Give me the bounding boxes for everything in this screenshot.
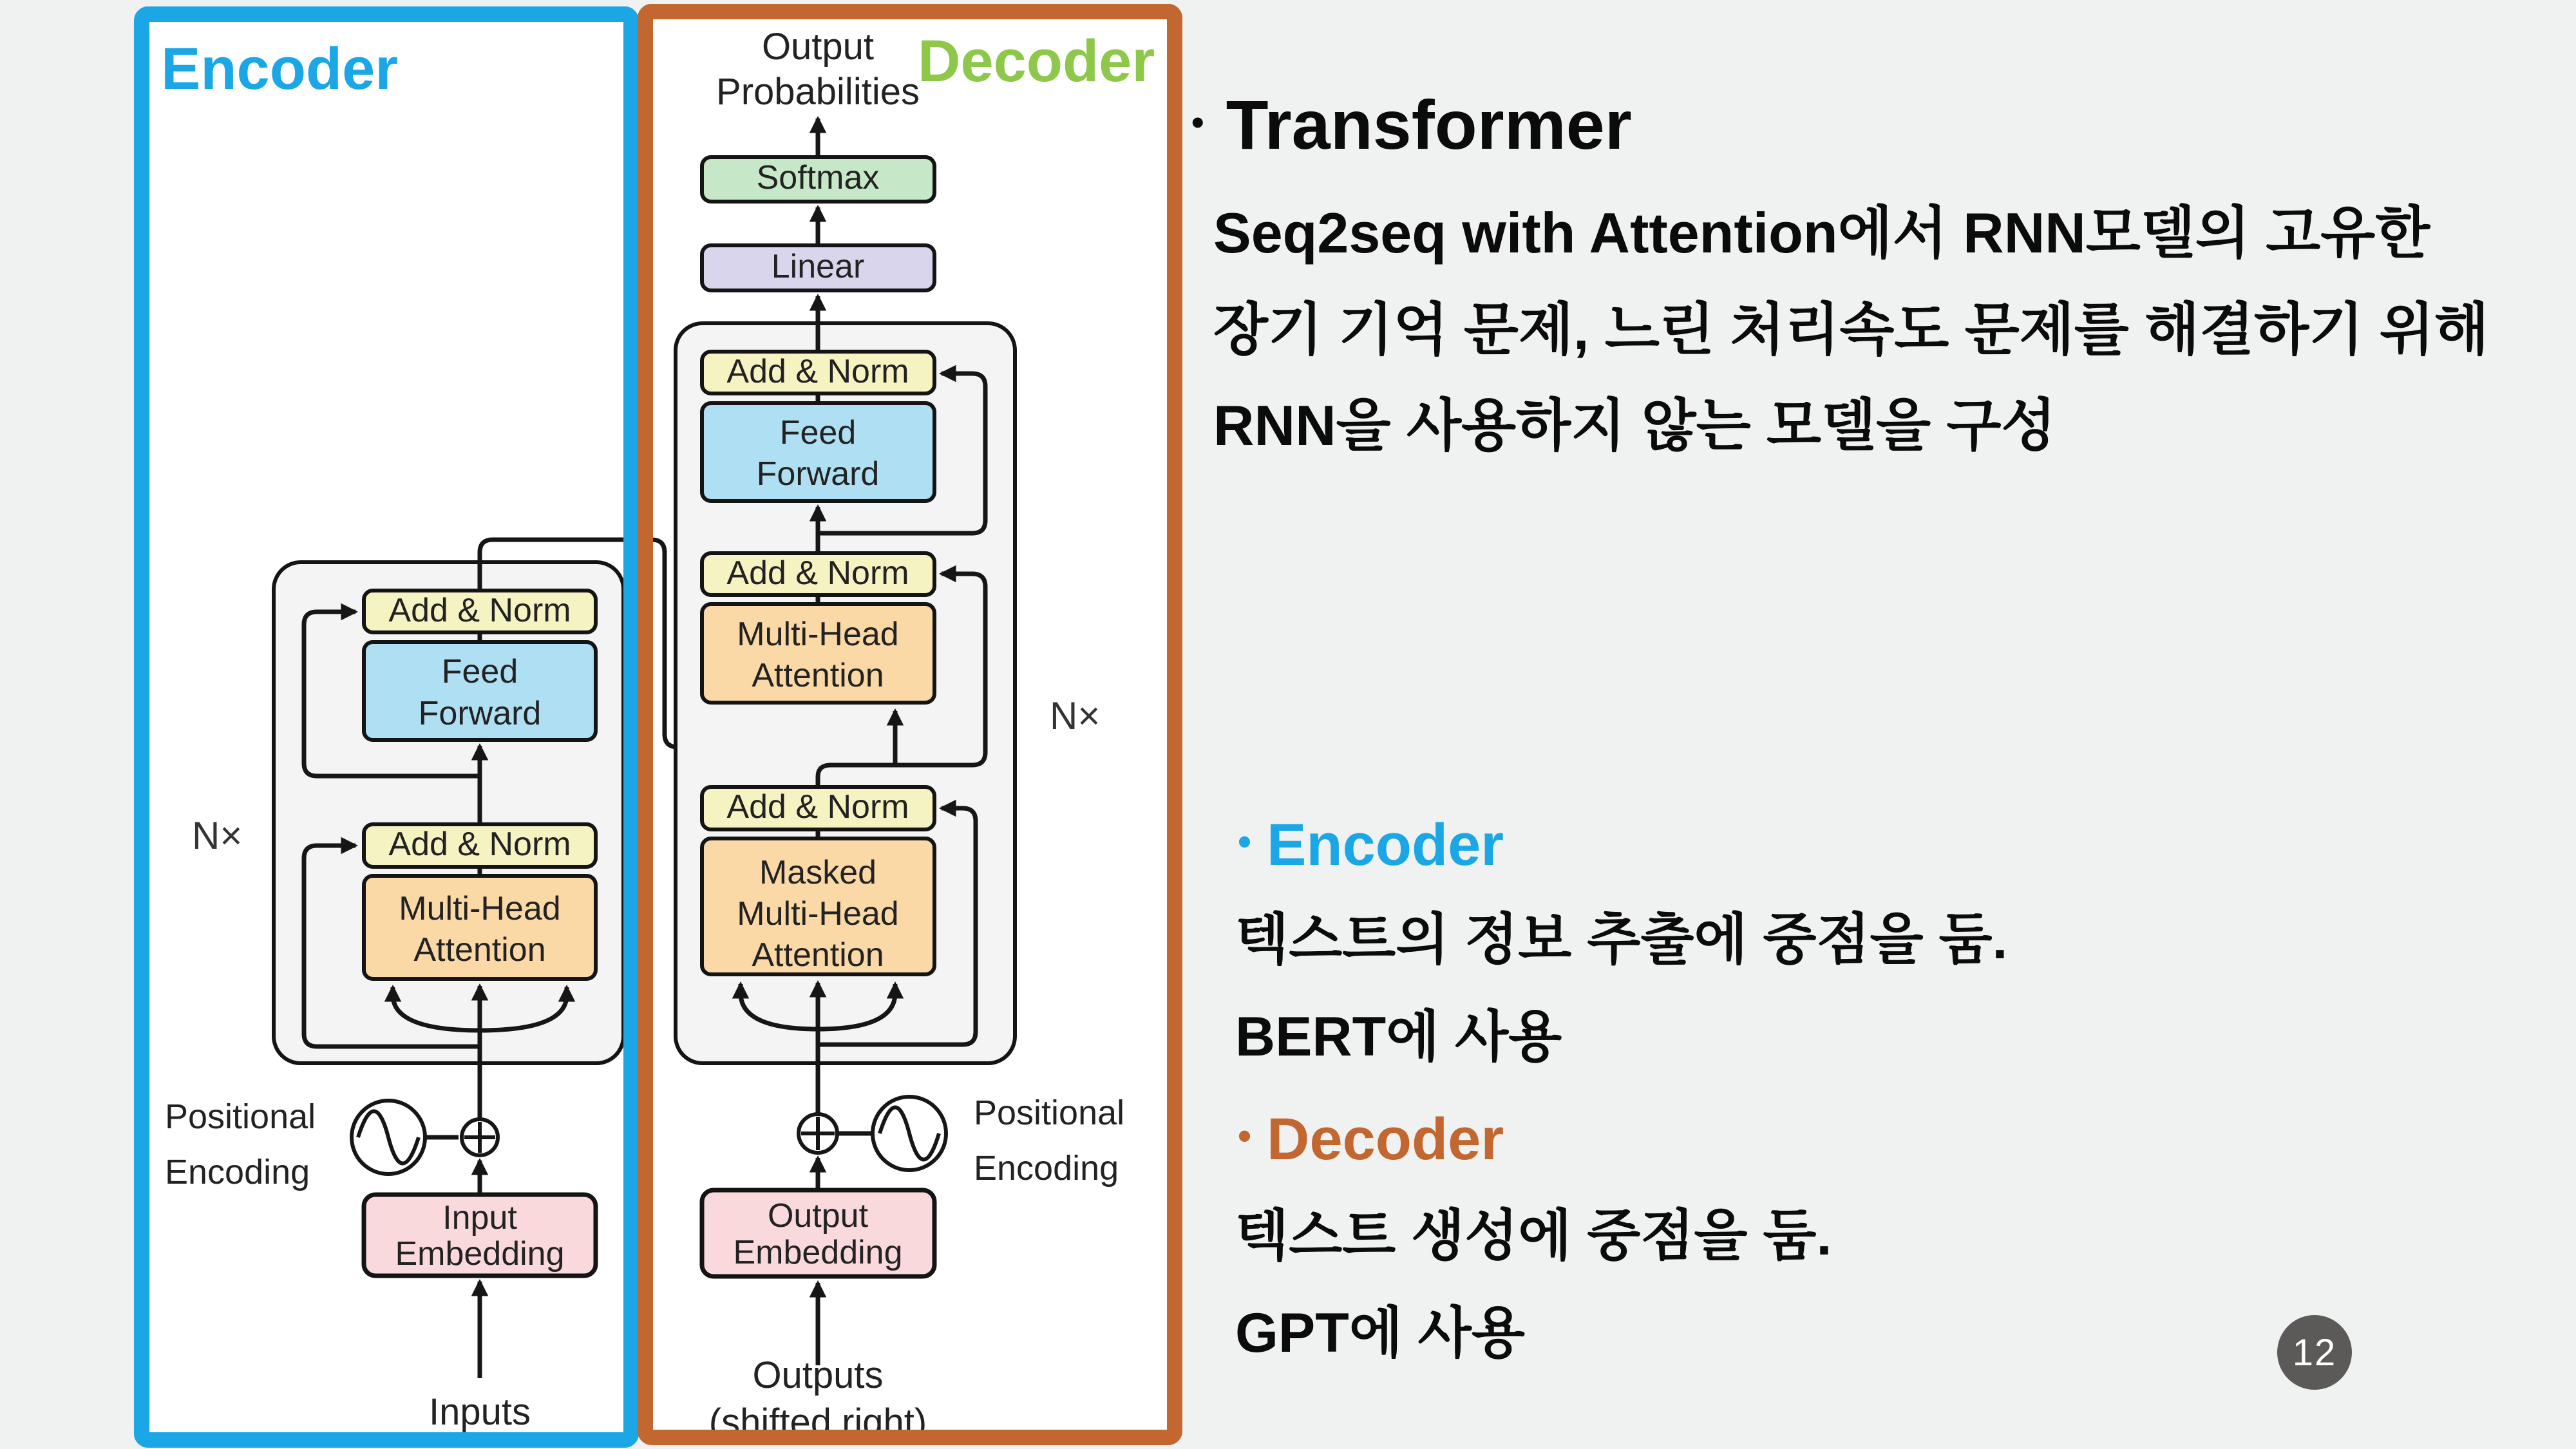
encoder-feed-forward-label-2: Forward bbox=[418, 695, 542, 732]
input-embedding-label-1: Input bbox=[442, 1199, 517, 1236]
encoder-stack-container bbox=[274, 562, 623, 1063]
decoder-nx-label: N× bbox=[1050, 694, 1101, 737]
decoder-bullet: • bbox=[1238, 1114, 1252, 1157]
decoder-desc-line-2: GPT에 사용 bbox=[1235, 1302, 1525, 1364]
paragraph-line-1: Seq2seq with Attention에서 RNN모델의 고유한 bbox=[1213, 201, 2430, 265]
output-embedding-label-1: Output bbox=[767, 1197, 869, 1235]
input-embedding-label-2: Embedding bbox=[395, 1235, 565, 1273]
inputs-label: Inputs bbox=[429, 1391, 531, 1433]
slide-title: Transformer bbox=[1226, 86, 1632, 164]
encoder-positional-label-2: Encoding bbox=[165, 1153, 310, 1191]
page-number-badge bbox=[2277, 1315, 2352, 1390]
output-probabilities-label-2: Probabilities bbox=[716, 71, 920, 113]
encoder-nx-label: N× bbox=[192, 814, 243, 857]
decoder-positional-label-1: Positional bbox=[974, 1094, 1125, 1132]
slide-title-line bbox=[1191, 86, 1632, 164]
decoder-diagram-tag: Decoder bbox=[918, 28, 1155, 94]
masked-mha-label-2: Multi-Head bbox=[737, 895, 899, 933]
encoder-desc-line-1: 텍스트의 정보 추출에 중점을 둠. bbox=[1235, 909, 2008, 971]
decoder-positional-label-2: Encoding bbox=[974, 1149, 1119, 1188]
encoder-add-norm-1-label: Add & Norm bbox=[388, 826, 571, 863]
encoder-bullet: • bbox=[1238, 820, 1252, 863]
decoder-mha-label-1: Multi-Head bbox=[737, 616, 899, 653]
encoder-heading: Encoder bbox=[1267, 812, 1504, 878]
decoder-feed-forward-label-2: Forward bbox=[756, 455, 880, 493]
decoder-heading: Decoder bbox=[1267, 1106, 1504, 1172]
decoder-mha-label-2: Attention bbox=[752, 657, 884, 694]
encoder-desc-line-2: BERT에 사용 bbox=[1235, 1006, 1562, 1068]
decoder-heading-line bbox=[1238, 1106, 1504, 1172]
page-number: 12 bbox=[2292, 1331, 2337, 1374]
decoder-feed-forward-label-1: Feed bbox=[779, 414, 857, 451]
masked-mha-label-3: Attention bbox=[752, 936, 884, 974]
decoder-add-norm-1-label: Add & Norm bbox=[726, 788, 909, 826]
paragraph-line-2: 장기 기억 문제, 느린 처리속도 문제를 해결하기 위해 bbox=[1213, 298, 2489, 361]
output-probabilities-label-1: Output bbox=[761, 26, 875, 68]
output-embedding-label-2: Embedding bbox=[733, 1234, 903, 1271]
paragraph-line-3: RNN을 사용하지 않는 모델을 구성 bbox=[1213, 393, 2056, 457]
title-bullet: • bbox=[1191, 102, 1204, 142]
outputs-label-1: Outputs bbox=[752, 1354, 884, 1396]
encoder-add-norm-2-label: Add & Norm bbox=[388, 592, 571, 629]
softmax-label: Softmax bbox=[756, 159, 880, 196]
transformer-architecture-diagram bbox=[0, 0, 1224, 1449]
masked-mha-label-1: Masked bbox=[759, 854, 877, 891]
linear-label: Linear bbox=[771, 248, 865, 285]
encoder-positional-label-1: Positional bbox=[165, 1097, 316, 1136]
decoder-add-norm-3-label: Add & Norm bbox=[726, 353, 909, 390]
encoder-diagram-tag: Encoder bbox=[161, 36, 399, 102]
encoder-mha-label-2: Attention bbox=[413, 931, 546, 969]
decoder-desc-line-1: 텍스트 생성에 중점을 둠. bbox=[1235, 1205, 1832, 1267]
outputs-label-2: (shifted right) bbox=[708, 1401, 927, 1443]
encoder-feed-forward-label-1: Feed bbox=[441, 653, 518, 690]
encoder-mha-label-1: Multi-Head bbox=[399, 890, 561, 927]
encoder-heading-line bbox=[1238, 812, 1504, 878]
decoder-add-norm-2-label: Add & Norm bbox=[726, 554, 909, 592]
